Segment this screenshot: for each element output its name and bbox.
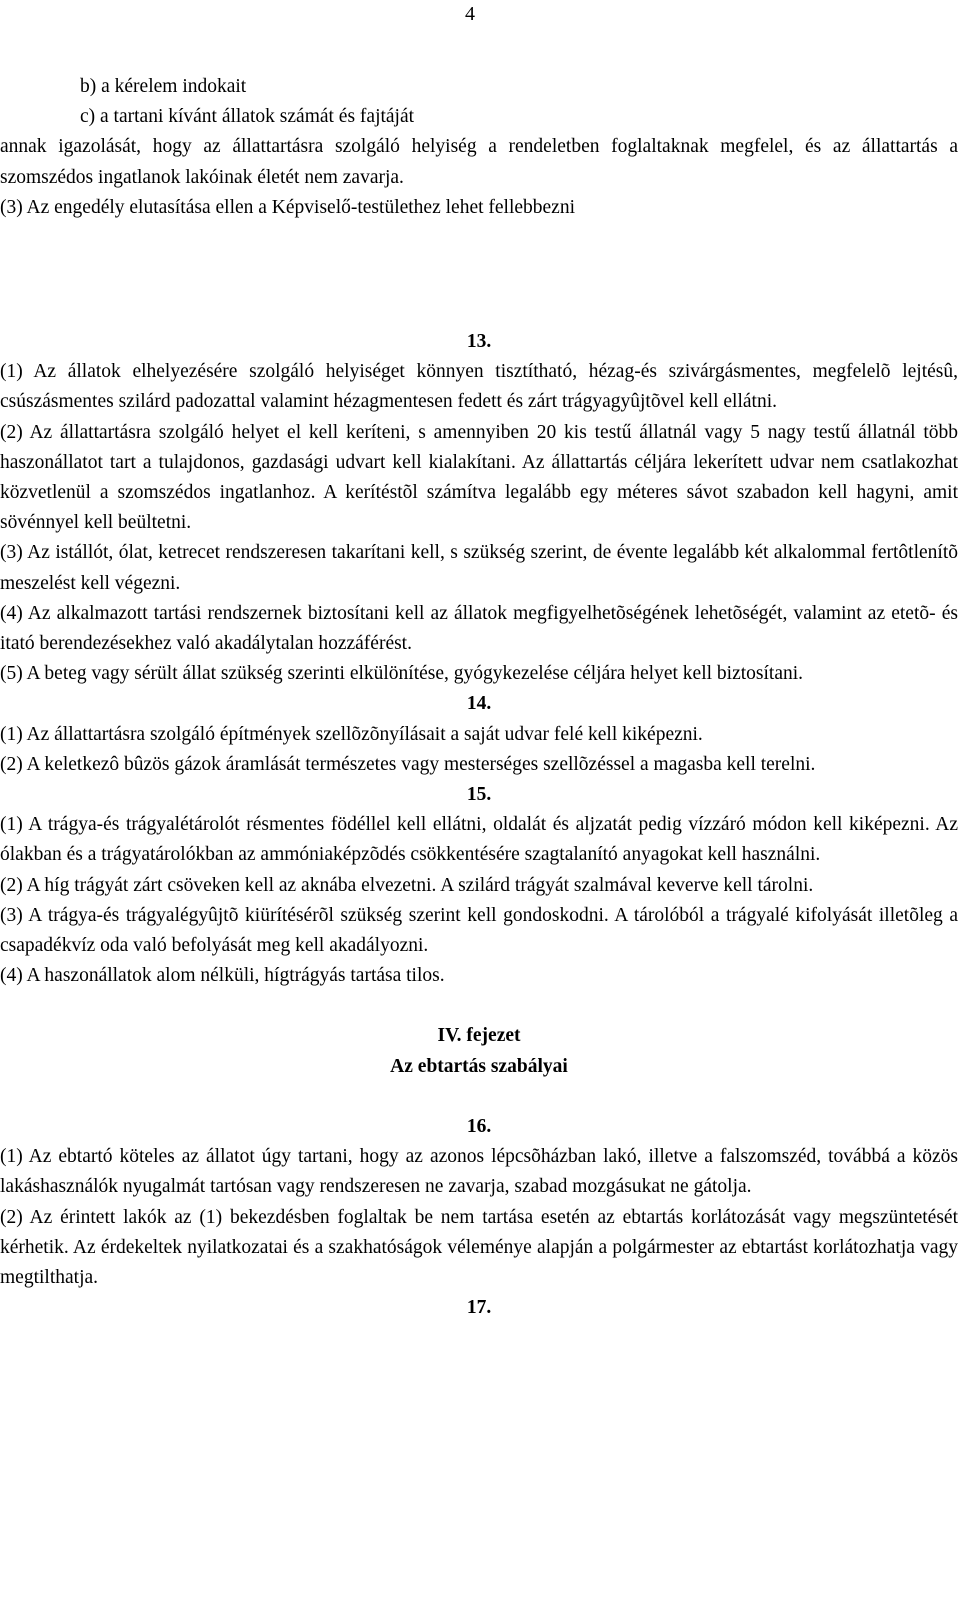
paragraph: (3) A trágya-és trágyalégyûjtõ kiürítésérõl szükség szerint kell gondoskodni. A tárolóból a trágyalé kifolyását illetõleg a csapadékvíz oda való befolyását meg kell akadályozni. [0, 904, 958, 957]
section-heading-17: 17. [466, 1297, 492, 1319]
section-heading-16: 16. [466, 1115, 492, 1137]
paragraph: (4) A haszonállatok alom nélküli, hígtrágyás tartása tilos. [0, 965, 445, 987]
chapter-subtitle: Az ebtartás szabályai [390, 1055, 568, 1077]
section-heading-15: 15. [466, 784, 492, 806]
paragraph: (2) Az állattartásra szolgáló helyet el kell keríteni, s amennyiben 20 kis testű állatnál vagy 5 nagy testű állatnál több haszonállatot tart a tulajdonos, gazdasági udvart kell kialakítani. Az állattartás céljára lekerített udvar nem csatlakozhat közvetlenül a szomszédos ingatlanhoz. A kerítéstõl számítva legalább egy méteres sávot szabadon kell hagyni, amit sövénnyel kell beültetni. [0, 421, 958, 534]
paragraph: (1) Az állattartásra szolgáló építmények szellõzõnyílásait a saját udvar felé kell kiképezni. [0, 723, 703, 745]
paragraph: (2) A híg trágyát zárt csöveken kell az aknába elvezetni. A szilárd trágyát szalmával keverve kell tárolni. [0, 874, 814, 896]
chapter-title: IV. fejezet [437, 1025, 521, 1047]
section-heading-14: 14. [466, 693, 492, 715]
paragraph: (4) Az alkalmazott tartási rendszernek biztosítani kell az állatok megfigyelhetõségének lehetõségét, valamint az etetõ- és itató berendezésekhez való akadálytalan hozzáférést. [0, 602, 958, 655]
paragraph: (2) A keletkezô bûzös gázok áramlását természetes vagy mesterséges szellõzéssel a magasba kell terelni. [0, 753, 816, 775]
document-body [0, 72, 958, 1323]
paragraph: (3) Az istállót, ólat, ketrecet rendszeresen takarítani kell, s szükség szerint, de évente legalább két alkalommal fertôtlenítõ meszelést kell végezni. [0, 542, 958, 594]
section-heading-13: 13. [466, 331, 492, 353]
page-number: 4 [465, 3, 475, 25]
paragraph: (1) Az ebtartó köteles az állatot úgy tartani, hogy az azonos lépcsõházban lakó, illetve a falszomszéd, továbbá a közös lakáshasználók nyugalmát tartósan vagy rendszeresen ne zavarja, szabad mozgásukat ne gátolja. [0, 1146, 958, 1198]
list-item-b: b) a kérelem indokait [80, 76, 247, 97]
paragraph: (3) Az engedély elutasítása ellen a Képviselő-testülethez lehet fellebbezni [0, 196, 576, 218]
paragraph: (1) A trágya-és trágyalétárolót résmentes födéllel kell ellátni, oldalát és aljzatát pedig vízzáró módon kell kiképezni. Az ólakban és a trágyatárolókban az ammóniaképzõdés csökkentésére szagtalanító anyagokat kell használni. [0, 814, 958, 866]
paragraph: annak igazolását, hogy az állattartásra szolgáló helyiség a rendeletben foglaltaknak megfelel, és az állattartás a szomszédos ingatlanok lakóinak életét nem zavarja. [0, 136, 958, 188]
paragraph: (5) A beteg vagy sérült állat szükség szerinti elkülönítése, gyógykezelése céljára helyet kell biztosítani. [0, 663, 804, 685]
list-item-c: c) a tartani kívánt állatok számát és fajtáját [80, 106, 415, 128]
paragraph: (2) Az érintett lakók az (1) bekezdésben foglaltak be nem tartása esetén az ebtartás korlátozását vagy megszüntetését kérhetik. Az érdekeltek nyilatkozatai és a szakhatóságok véleménye alapján a polgármester az ebtartást korlátozhatja vagy megtilthatja. [0, 1206, 958, 1288]
paragraph: (1) Az állatok elhelyezésére szolgáló helyiséget könnyen tisztítható, hézag-és szivárgásmentes, megfelelõ lejtésû, csúszásmentes szilárd padozattal valamint hézagmentesen fedett és zárt trágyagyûjtõvel kell ellátni. [0, 361, 958, 413]
